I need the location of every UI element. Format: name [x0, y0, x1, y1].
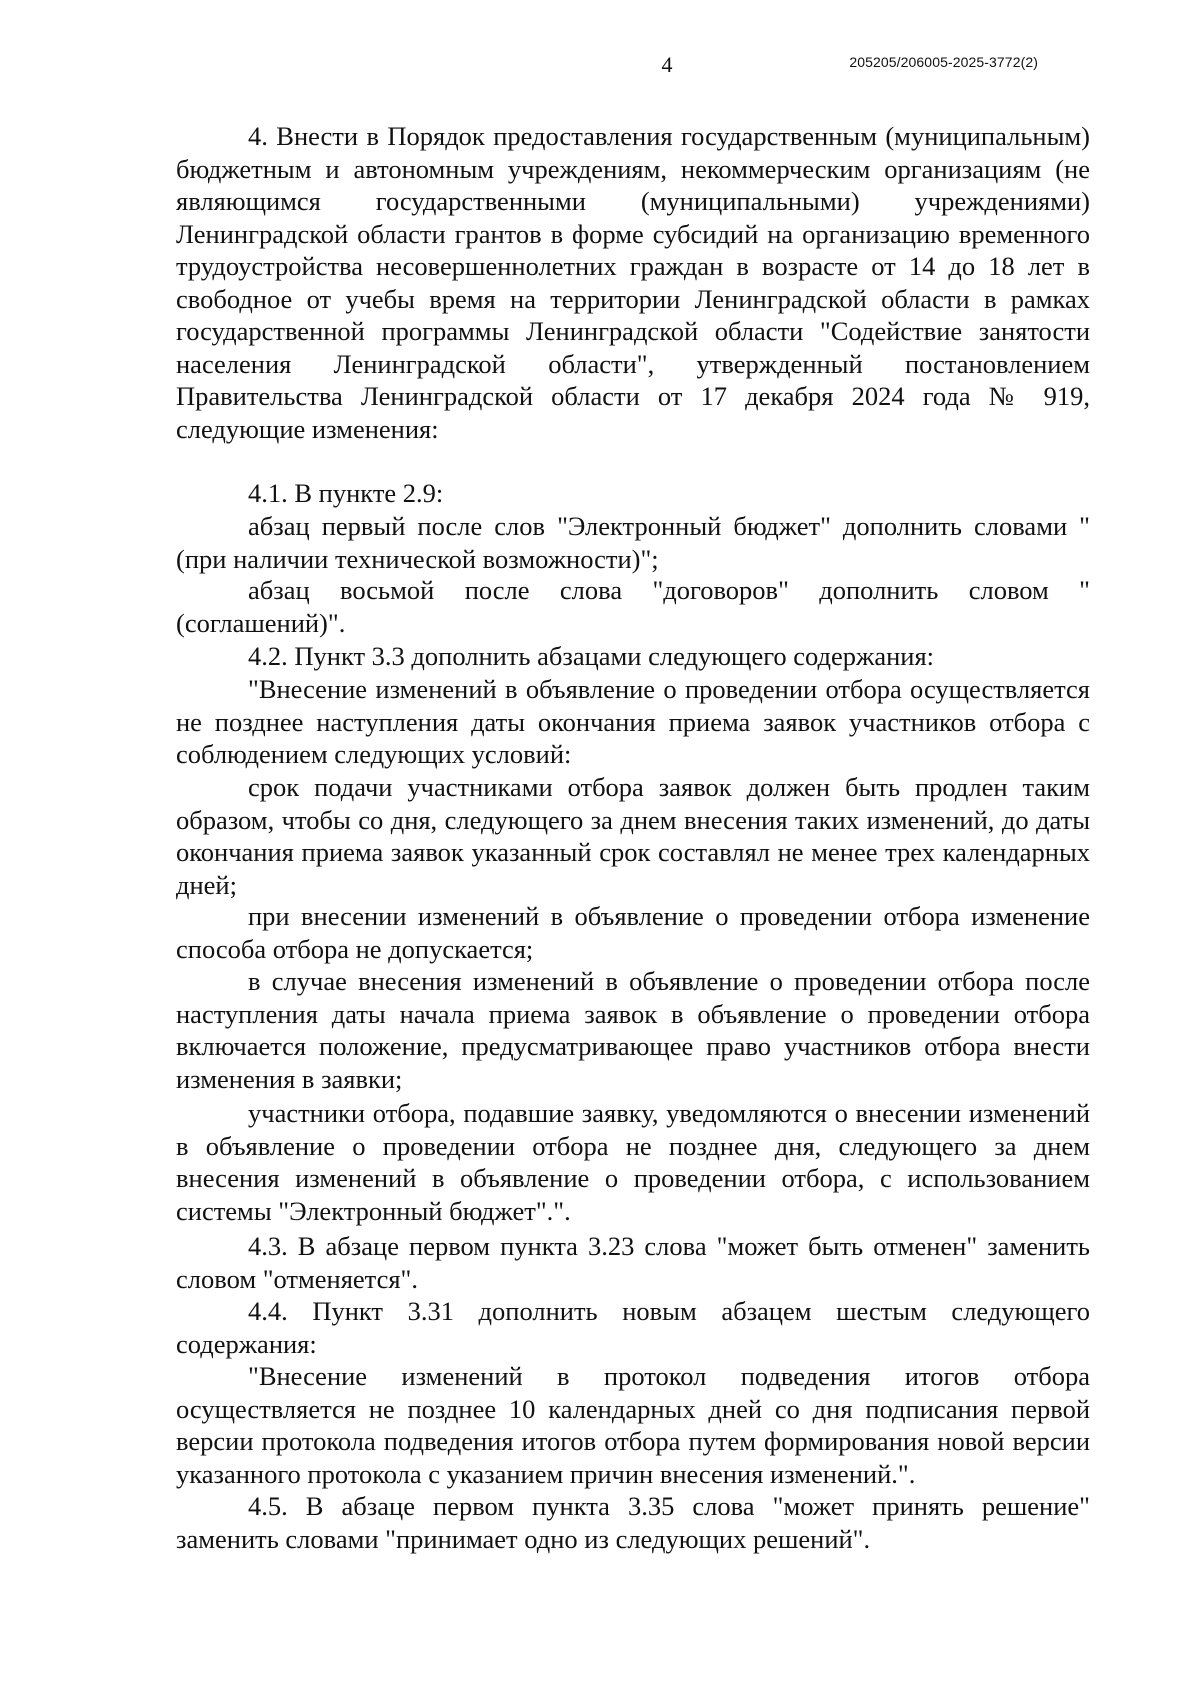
paragraph-quote-changes-announcement: "Внесение изменений в объявление о проведении отбора осуществляется не позднее наступления даты окончания приема заявок участников отбора с соблюдением следующих условий: — [176, 674, 1090, 769]
paragraph-item-4-1-a: абзац первый после слов "Электронный бюджет" дополнить словами "(при наличии технической возможности)"; — [176, 511, 1090, 574]
document-code: 205205/206005-2025-3772(2) — [849, 54, 1038, 70]
paragraph-item-4-3: 4.3. В абзаце первом пункта 3.23 слова "может быть отменен" заменить словом "отменяется". — [176, 1231, 1090, 1294]
page-number: 4 — [661, 52, 673, 77]
paragraph-participants-notified: участники отбора, подавшие заявку, уведомляются о внесении изменений в объявление о проведении отбора не позднее дня, следующего за днем внесения изменений в объявление о проведении отбора, с использованием системы "Электронный бюджет".". — [176, 1098, 1090, 1226]
paragraph-item-4: 4. Внести в Порядок предоставления государственным (муниципальным) бюджетным и автономным учреждениям, некоммерческим организациям (не являющимся государственными (муниципальными) учреждениями) Ленинградской области грантов в форме субсидий на организацию временного трудоустройства несовершеннолетних граждан в возрасте от 14 до 18 лет в свободное от учебы время на территории Ленинградской области в рамках государственной программы Ленинградской области "Содействие занятости населения Ленинградской области", утвержденный постановлением Правительства Ленинградской области от 17 декабря 2024 года № 919, следующие изменения: — [176, 121, 1090, 444]
paragraph-item-4-5: 4.5. В абзаце первом пункта 3.35 слова "может принять решение" заменить словами "принимает одно из следующих решений". — [176, 1491, 1090, 1554]
paragraph-quote-protocol-changes: "Внесение изменений в протокол подведения итогов отбора осуществляется не позднее 10 календарных дней со дня подписания первой версии протокола подведения итогов отбора путем формирования новой версии указанного протокола с указанием причин внесения изменений.". — [176, 1361, 1090, 1489]
paragraph-item-4-4: 4.4. Пункт 3.31 дополнить новым абзацем шестым следующего содержания: — [176, 1296, 1090, 1359]
paragraph-item-4-1-b: абзац восьмой после слова "договоров" дополнить словом "(соглашений)". — [176, 575, 1090, 638]
paragraph-deadline-extension: срок подачи участниками отбора заявок должен быть продлен таким образом, чтобы со дня, следующего за днем внесения таких изменений, до даты окончания приема заявок указанный срок составлял не менее трех календарных дней; — [176, 772, 1090, 900]
paragraph-method-unchanged: при внесении изменений в объявление о проведении отбора изменение способа отбора не допускается; — [176, 901, 1090, 964]
paragraph-after-start-date: в случае внесения изменений в объявление о проведении отбора после наступления даты начала приема заявок в объявление о проведении отбора включается положение, предусматривающее право участников отбора внести изменения в заявки; — [176, 966, 1090, 1094]
paragraph-item-4-2: 4.2. Пункт 3.3 дополнить абзацами следующего содержания: — [248, 641, 935, 671]
paragraph-item-4-1: 4.1. В пункте 2.9: — [248, 478, 444, 508]
